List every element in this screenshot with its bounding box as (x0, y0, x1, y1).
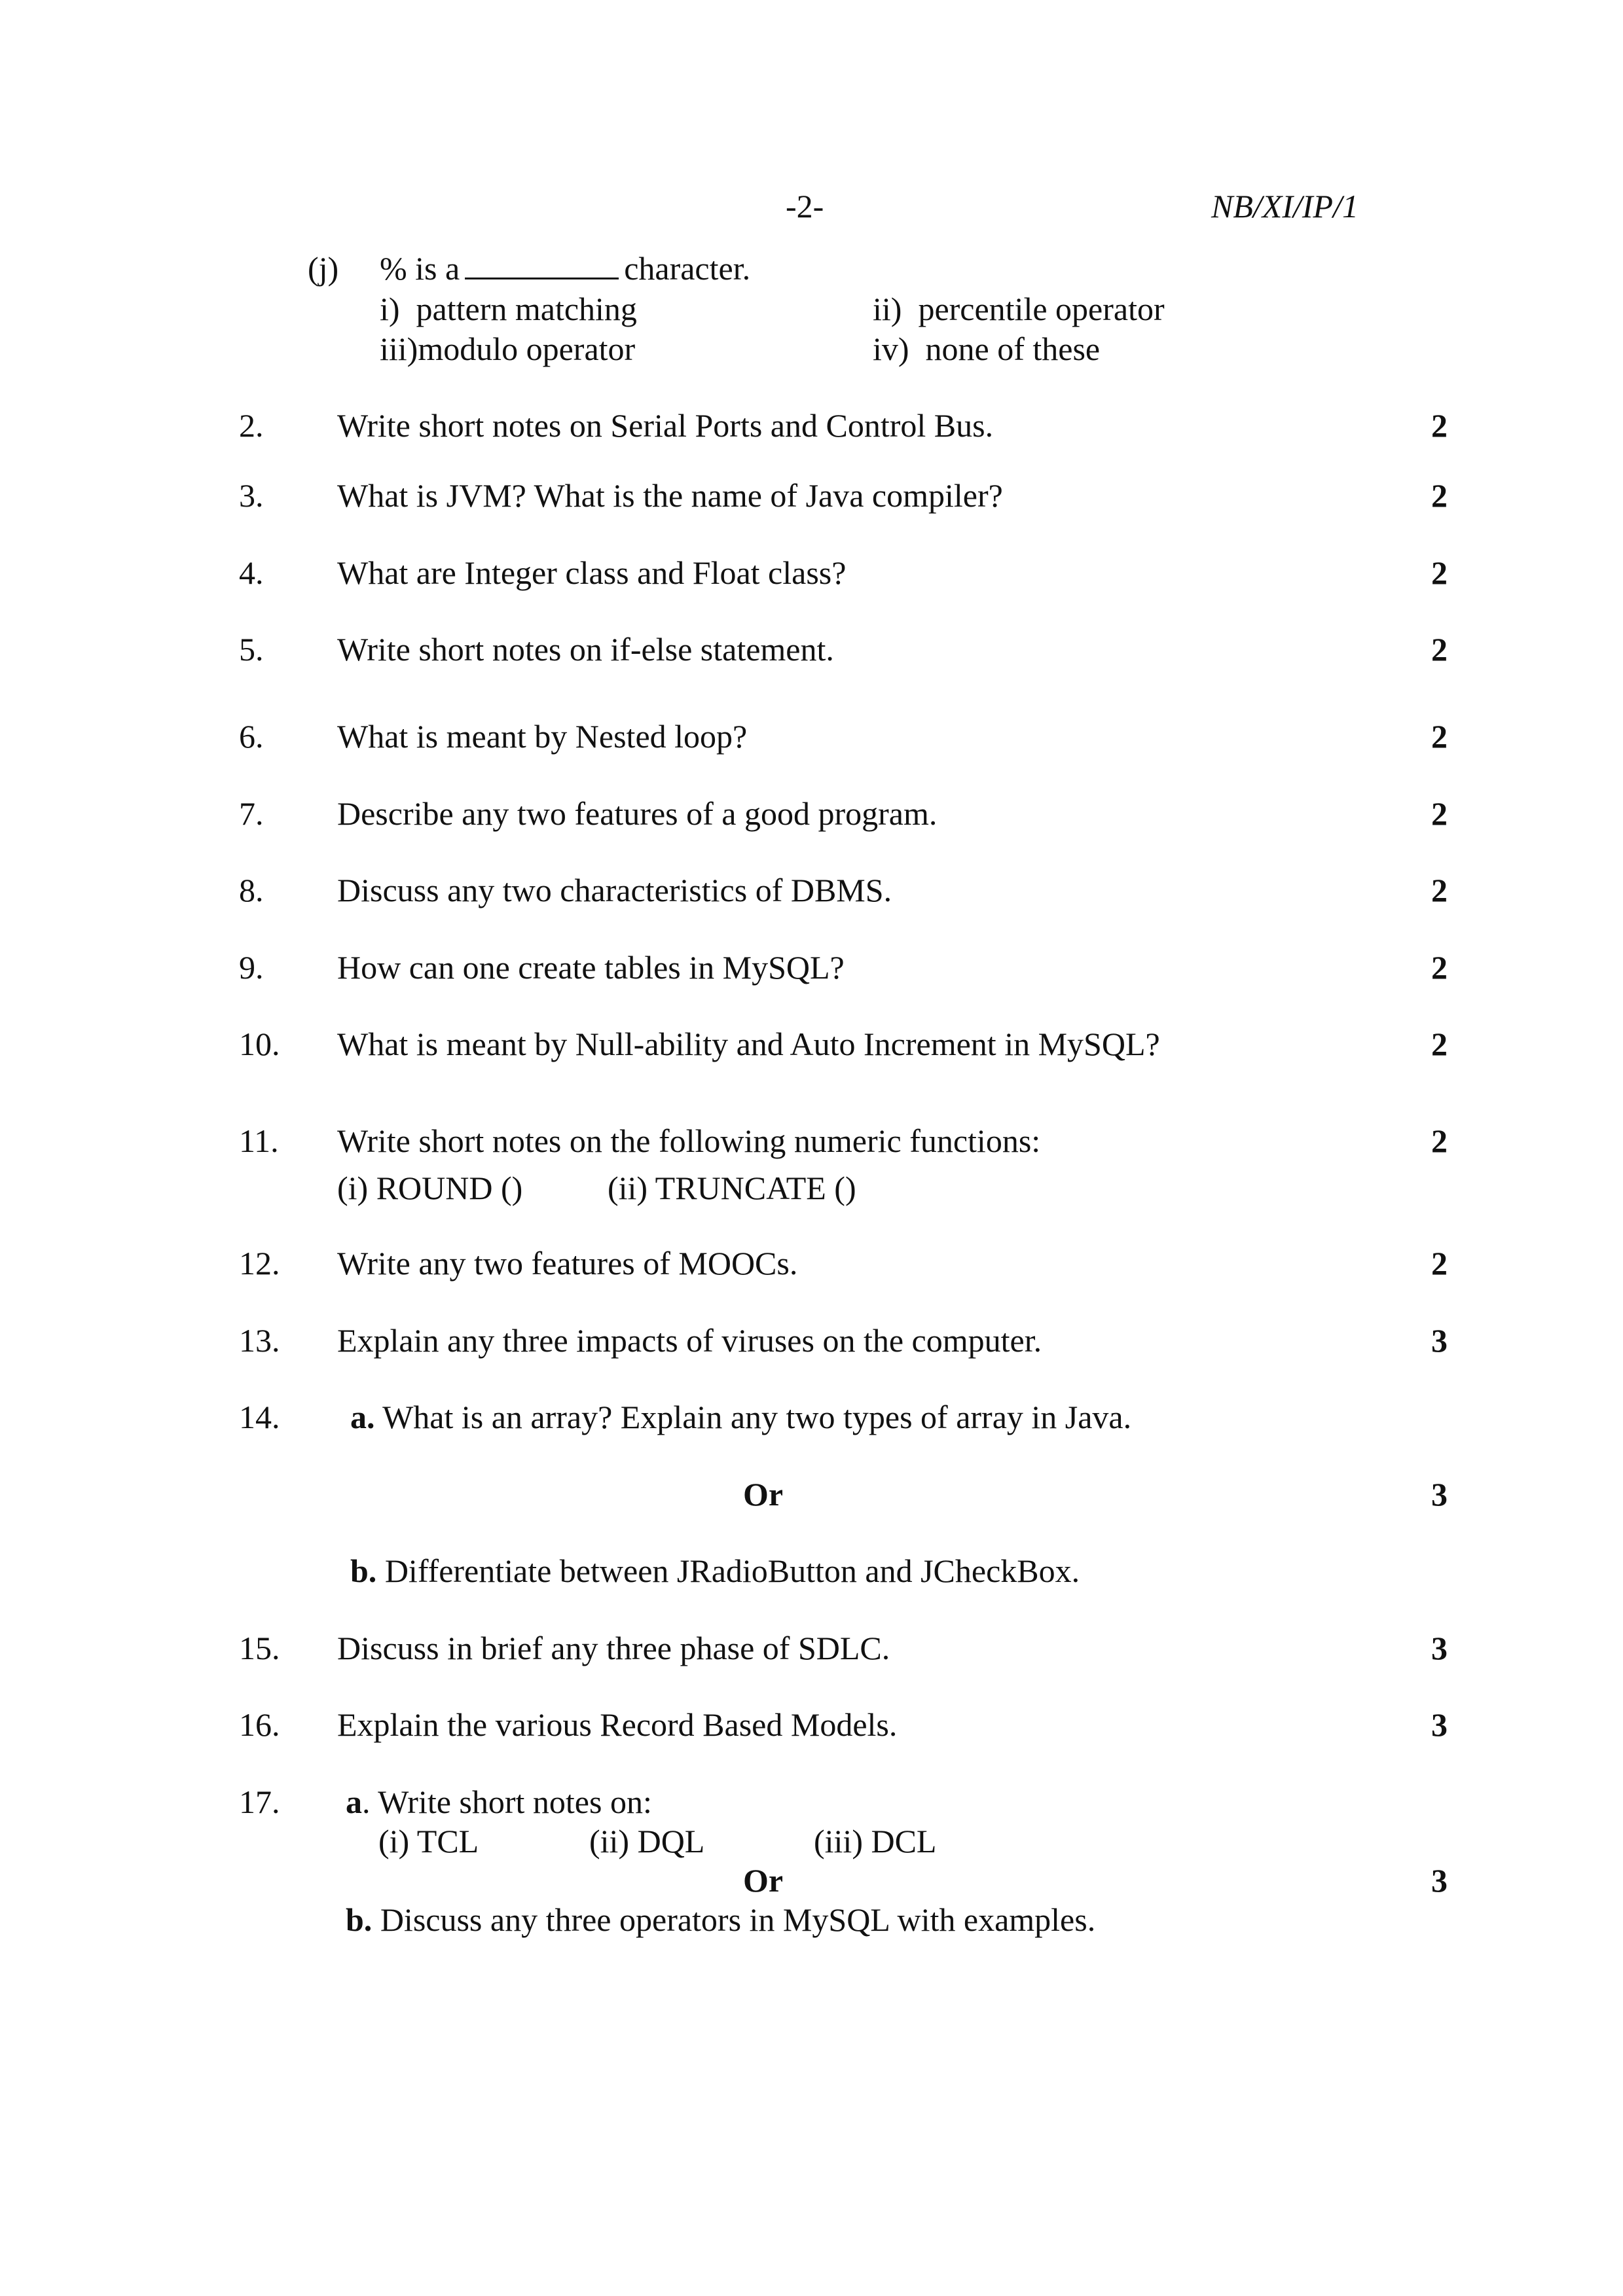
fill-in-blank (465, 249, 619, 279)
question-number: 9. (239, 949, 264, 986)
part-a-label: a. (350, 1399, 375, 1435)
part-b-label: b. (346, 1901, 373, 1938)
part-a-label: a (346, 1784, 362, 1820)
question-marks: 3 (1431, 1322, 1448, 1359)
sub-item: (i) TCL (378, 1823, 479, 1859)
or-separator: Or (743, 1862, 784, 1899)
question-number: 14. (239, 1399, 280, 1435)
question-number: 5. (239, 631, 264, 668)
question-text: Discuss in brief any three phase of SDLC. (337, 1630, 890, 1666)
question-text: What are Integer class and Float class? (337, 554, 847, 591)
option-ii: ii) percentile operator (873, 291, 1165, 327)
question-marks: 2 (1431, 1122, 1448, 1159)
question-number: 13. (239, 1322, 280, 1359)
question-marks: 2 (1431, 1026, 1448, 1062)
part-b-text: Differentiate between JRadioButton and JCheckBox. (384, 1552, 1080, 1589)
question-marks: 2 (1431, 631, 1448, 668)
question-text: What is meant by Null-ability and Auto Increment in MySQL? (337, 1026, 1160, 1062)
question-j-text-after: character. (624, 250, 751, 287)
question-number: 7. (239, 795, 264, 832)
question-text: Explain the various Record Based Models. (337, 1706, 898, 1743)
question-number: 17. (239, 1784, 280, 1820)
question-text: What is JVM? What is the name of Java compiler? (337, 477, 1003, 514)
question-number: 3. (239, 477, 264, 514)
option-iii: iii)modulo operator (380, 331, 636, 367)
part-b-label: b. (350, 1552, 377, 1589)
question-marks: 2 (1431, 477, 1448, 514)
question-marks: 3 (1431, 1630, 1448, 1666)
question-text: What is meant by Nested loop? (337, 718, 748, 755)
question-number: 16. (239, 1706, 280, 1743)
sub-item: (iii) DCL (814, 1823, 937, 1859)
question-number: 10. (239, 1026, 280, 1062)
question-marks: 2 (1431, 554, 1448, 591)
question-marks: 3 (1431, 1706, 1448, 1743)
question-number: 15. (239, 1630, 280, 1666)
question-number: 6. (239, 718, 264, 755)
question-j-label: (j) (308, 250, 339, 287)
question-marks: 2 (1431, 718, 1448, 755)
question-marks: 2 (1431, 872, 1448, 908)
question-marks: 3 (1431, 1862, 1448, 1899)
sub-item: (ii) DQL (589, 1823, 705, 1859)
option-i: i) pattern matching (380, 291, 637, 327)
part-a-text: . Write short notes on: (362, 1784, 652, 1820)
sub-item: (ii) TRUNCATE () (608, 1170, 856, 1206)
question-part-a (346, 1782, 652, 1821)
or-separator: Or (743, 1476, 784, 1513)
question-number: 4. (239, 554, 264, 591)
question-part-a (350, 1397, 1131, 1437)
question-marks: 2 (1431, 407, 1448, 444)
question-marks: 2 (1431, 795, 1448, 832)
question-text: Discuss any two characteristics of DBMS. (337, 872, 892, 908)
question-text: Write any two features of MOOCs. (337, 1245, 798, 1282)
part-a-text: What is an array? Explain any two types of array in Java. (382, 1399, 1132, 1435)
question-part-b (350, 1551, 1080, 1590)
paper-code: NB/XI/IP/1 (1211, 188, 1359, 224)
question-text: Describe any two features of a good program. (337, 795, 938, 832)
question-number: 12. (239, 1245, 280, 1282)
question-number: 2. (239, 407, 264, 444)
part-b-text: Discuss any three operators in MySQL with examples. (380, 1901, 1096, 1938)
question-number: 8. (239, 872, 264, 908)
question-text: How can one create tables in MySQL? (337, 949, 845, 986)
option-iv: iv) none of these (873, 331, 1101, 367)
question-text: Write short notes on the following numeric functions: (337, 1122, 1041, 1159)
question-j-text-before: % is a (380, 250, 460, 287)
question-marks: 2 (1431, 949, 1448, 986)
page-number: -2- (786, 188, 824, 224)
question-text: Write short notes on Serial Ports and Control Bus. (337, 407, 994, 444)
question-part-b (346, 1900, 1095, 1939)
question-marks: 2 (1431, 1245, 1448, 1282)
question-number: 11. (239, 1122, 279, 1159)
question-text: Write short notes on if-else statement. (337, 631, 834, 668)
question-j-text (380, 249, 750, 288)
question-marks: 3 (1431, 1476, 1448, 1513)
sub-item: (i) ROUND () (337, 1170, 523, 1206)
question-text: Explain any three impacts of viruses on the computer. (337, 1322, 1042, 1359)
